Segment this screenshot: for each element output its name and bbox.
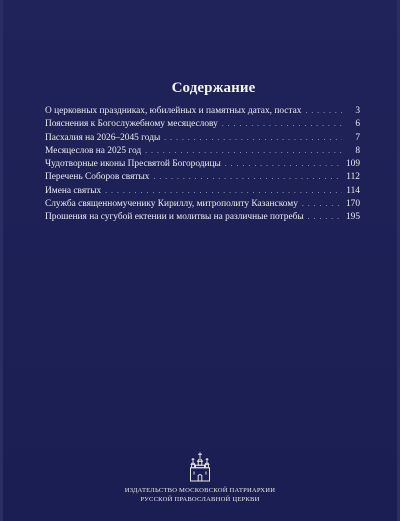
toc-entry-page: 112 [346,172,360,183]
toc-entry-label: Пасхалия на 2026–2045 годы [45,132,161,143]
toc-entry [45,198,360,211]
toc-entry [45,171,360,184]
toc-entry [45,158,360,171]
toc-leader-dots [306,105,343,118]
toc-entry-page: 195 [345,212,360,223]
toc-entry-label: Прошения на сугубой ектении и молитвы на различные потребы [45,212,304,223]
toc-entry [45,118,360,131]
toc-entry-label: Чудотворные иконы Пресвятой Богородицы [45,159,221,170]
publisher-name-line-2: РУССКОЙ ПРАВОСЛАВНОЙ ЦЕРКВИ [140,495,260,503]
toc-entry-page: 109 [345,159,360,170]
toc-entry-page: 6 [355,119,360,130]
table-of-contents [45,79,360,225]
toc-leader-dots [153,171,342,184]
toc-leader-dots [302,198,342,211]
publisher-name-line-1: ИЗДАТЕЛЬСТВО МОСКОВСКОЙ ПАТРИАРХИИ [124,487,276,494]
toc-leader-dots [145,145,342,158]
toc-leader-dots [308,211,342,224]
publisher-block [0,452,400,504]
toc-entry-label: Пояснения к Богослужебному месяцеслову [45,119,218,130]
church-emblem-icon [189,452,211,482]
toc-entry [45,132,360,145]
toc-leader-dots [222,118,342,131]
left-edge [0,0,3,521]
toc-entry-label: Месяцеслов на 2025 год [45,145,142,156]
toc-title: Содержание [171,80,256,96]
toc-entry [45,211,360,224]
toc-entry-page: 7 [355,132,360,143]
toc-entry [45,185,360,198]
toc-entry [45,145,360,158]
toc-entry-page: 8 [355,145,360,156]
toc-entry-label: Перечень Соборов святых [45,172,150,183]
toc-entry-label: Служба священномученику Кириллу, митрополиту Казанскому [45,199,298,210]
toc-entry-label: О церковных праздниках, юбилейных и памятных датах, постах [45,106,302,116]
toc-leader-dots [225,158,342,171]
toc-list [45,105,360,225]
toc-leader-dots [164,132,342,145]
toc-entry-label: Имена святых [45,185,102,196]
toc-entry [45,105,360,118]
toc-leader-dots [105,185,342,198]
toc-entry-page: 3 [355,106,360,116]
toc-entry-page: 170 [345,199,360,210]
toc-entry-page: 114 [346,185,360,196]
